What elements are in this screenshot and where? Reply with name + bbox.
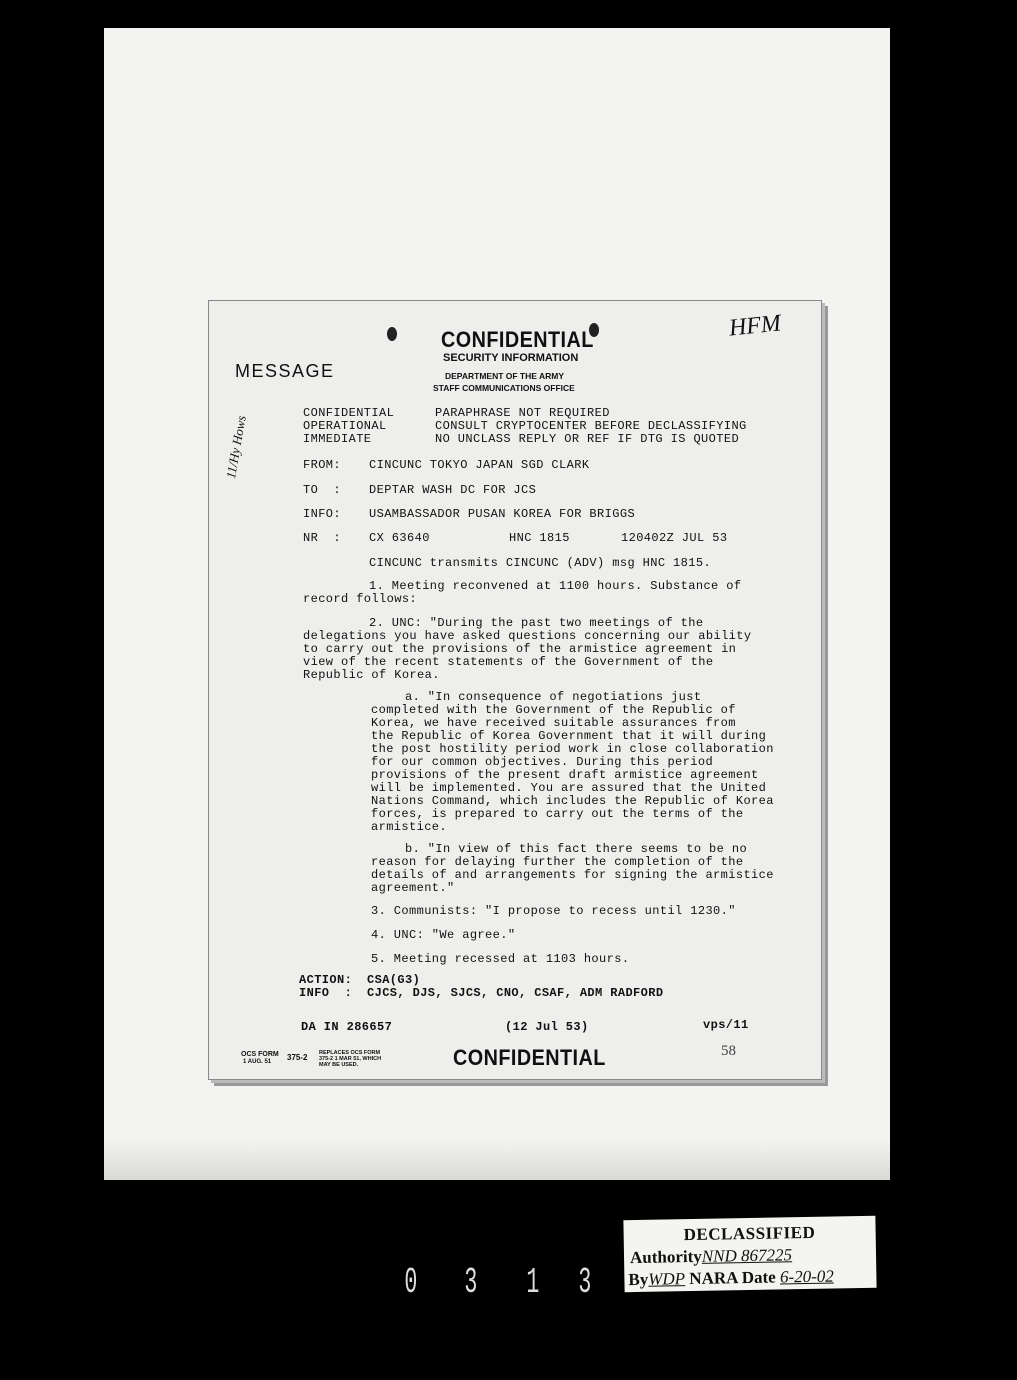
frame-digit: 1	[526, 1262, 540, 1303]
action-value: CSA(G3)	[367, 973, 421, 987]
form-replaces-2: 375-2 1 MAR 51, WHICH	[319, 1056, 382, 1062]
info-value: USAMBASSADOR PUSAN KOREA FOR BRIGGS	[369, 507, 636, 521]
para-2-line: 2. UNC: "During the past two meetings of the	[369, 616, 704, 630]
para-a-line: Korea, we have received suitable assurances from	[371, 716, 736, 730]
handling-1: PARAPHRASE NOT REQUIRED	[435, 406, 610, 420]
form-number: 375-2	[287, 1053, 308, 1062]
page-number: 58	[721, 1043, 736, 1059]
intro-line: CINCUNC transmits CINCUNC (ADV) msg HNC 1815.	[369, 556, 712, 570]
nara-date: 6-20-02	[779, 1266, 834, 1287]
para-b-line: agreement."	[371, 881, 455, 895]
da-in-number: DA IN 286657	[301, 1020, 393, 1034]
para-2-line: delegations you have asked questions concerning our ability	[303, 629, 752, 643]
frame-digit: 3	[578, 1262, 592, 1303]
operator-initials: vps/11	[703, 1018, 749, 1032]
info-label: INFO:	[303, 507, 342, 521]
classification-top: CONFIDENTIAL	[441, 327, 594, 352]
precedence-3: IMMEDIATE	[303, 432, 372, 446]
para-a-line: the Republic of Korea Government that it will during	[371, 729, 767, 743]
form-date: 1 AUG. 51	[243, 1059, 272, 1065]
para-a-line: for our common objectives. During this period	[371, 755, 714, 769]
para-a-line: Nations Command, which includes the Republic of Korea	[371, 794, 774, 808]
form-replaces-1: REPLACES OCS FORM	[319, 1050, 381, 1056]
hnc-number: HNC 1815	[509, 531, 570, 545]
handling-2: CONSULT CRYPTOCENTER BEFORE DECLASSIFYING	[435, 419, 747, 433]
stamp-title: DECLASSIFIED	[683, 1222, 816, 1245]
para-a-line: will be implemented. You are assured that the United	[371, 781, 767, 795]
para-b-line: reason for delaying further the completion of the	[371, 855, 744, 869]
para-4: 4. UNC: "We agree."	[371, 928, 516, 942]
para-3: 3. Communists: "I propose to recess until 1230."	[371, 904, 736, 918]
authority-label: Authority	[629, 1246, 702, 1268]
by-label: By	[628, 1269, 649, 1290]
frame-digit: 0	[404, 1262, 418, 1303]
form-label: OCS FORM	[241, 1051, 279, 1058]
margin-handwriting: 11/Hy Hows	[223, 414, 249, 480]
action-info-value: CJCS, DJS, SJCS, CNO, CSAF, ADM RADFORD	[367, 986, 664, 1000]
precedence-1: CONFIDENTIAL	[303, 406, 395, 420]
para-a-line: a. "In consequence of negotiations just	[405, 690, 702, 704]
stamp-authority	[630, 1245, 792, 1268]
para-5: 5. Meeting recessed at 1103 hours.	[371, 952, 630, 966]
para-b-line: b. "In view of this fact there seems to be no	[405, 842, 748, 856]
to-value: DEPTAR WASH DC FOR JCS	[369, 483, 537, 497]
declassified-stamp	[623, 1216, 876, 1292]
para-b-line: details of and arrangements for signing the armistice	[371, 868, 774, 882]
form-replaces-3: MAY BE USED.	[319, 1062, 359, 1068]
para-a-line: forces, is prepared to carry out the terms of the	[371, 807, 744, 821]
para-2-line: to carry out the provisions of the armistice agreement in	[303, 642, 737, 656]
message-form	[208, 300, 822, 1080]
handwritten-initials: HFM	[727, 310, 783, 342]
stamp-by	[628, 1267, 834, 1291]
security-information: SECURITY INFORMATION	[443, 352, 579, 364]
nr-value: CX 63640	[369, 531, 430, 545]
para-a-line: the post hostility period work in close collaboration	[371, 742, 774, 756]
classification-bottom: CONFIDENTIAL	[453, 1045, 606, 1070]
to-label: TO :	[303, 483, 342, 497]
para-2-line: Republic of Korea.	[303, 668, 440, 682]
para-2-line: view of the recent statements of the Government of the	[303, 655, 714, 669]
para-1-line: 1. Meeting reconvened at 1100 hours. Substance of	[369, 579, 742, 593]
office: STAFF COMMUNICATIONS OFFICE	[433, 383, 575, 393]
from-label: FROM:	[303, 458, 342, 472]
nara-label: NARA Date	[689, 1267, 776, 1289]
authority-value: NND 867225	[701, 1245, 793, 1266]
para-a-line: completed with the Government of the Republic of	[371, 703, 736, 717]
action-label: ACTION:	[299, 973, 353, 987]
date-time-group: 120402Z JUL 53	[621, 531, 728, 545]
nr-label: NR :	[303, 531, 342, 545]
department: DEPARTMENT OF THE ARMY	[445, 371, 564, 381]
frame-digit: 3	[464, 1262, 478, 1303]
punch-hole	[387, 327, 397, 341]
para-a-line: provisions of the present draft armistice agreement	[371, 768, 759, 782]
receipt-date: (12 Jul 53)	[505, 1020, 589, 1034]
handling-3: NO UNCLASS REPLY OR REF IF DTG IS QUOTED	[435, 432, 740, 446]
by-value: WDP	[648, 1269, 686, 1289]
para-1-line: record follows:	[303, 592, 418, 606]
action-info-label: INFO :	[299, 986, 353, 1000]
para-a-line: armistice.	[371, 820, 448, 834]
message-label: MESSAGE	[235, 361, 335, 381]
from-value: CINCUNC TOKYO JAPAN SGD CLARK	[369, 458, 590, 472]
precedence-2: OPERATIONAL	[303, 419, 387, 433]
